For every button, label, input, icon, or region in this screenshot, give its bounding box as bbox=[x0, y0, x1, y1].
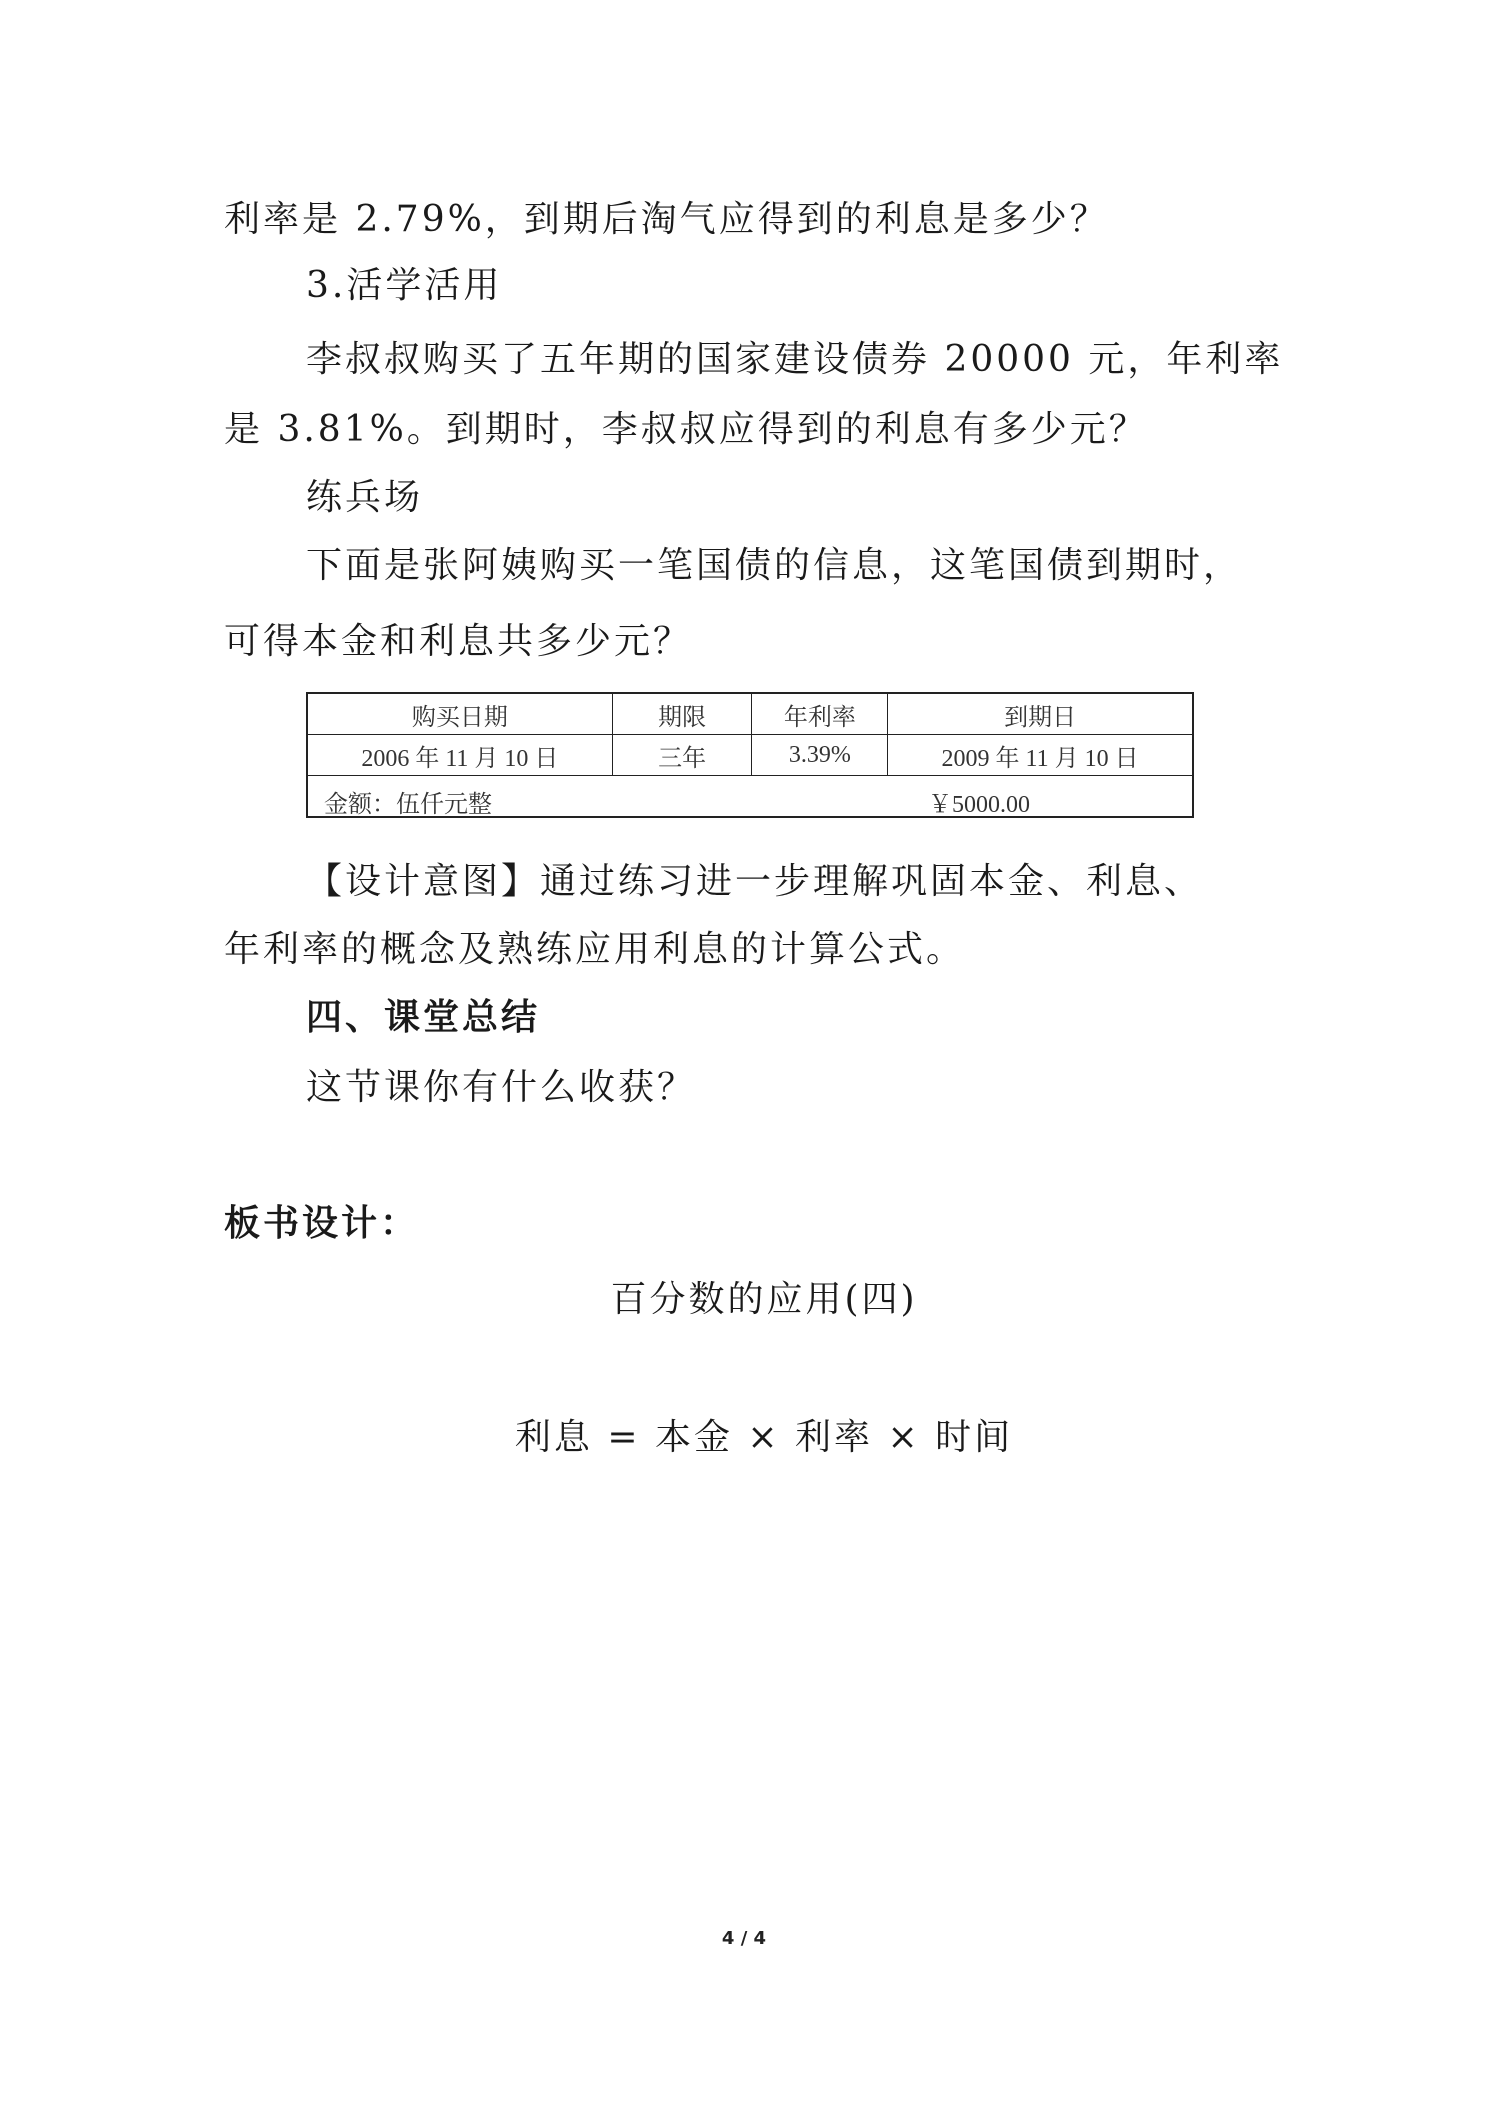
design-intent-line1: 【设计意图】通过练习进一步理解巩固本金、利息、 bbox=[306, 861, 1204, 902]
amount-value: ￥5000.00 bbox=[928, 792, 1030, 818]
paragraph-interest-question: 利率是 2.79%，到期后淘气应得到的利息是多少？ bbox=[224, 199, 1109, 240]
amount-cell bbox=[307, 776, 1193, 818]
section-heading-summary: 四、课堂总结 bbox=[306, 997, 541, 1038]
cell-purchase-date: 2006 年 11 月 10 日 bbox=[307, 735, 612, 776]
paragraph-practice-line2: 可得本金和利息共多少元？ bbox=[224, 621, 693, 662]
section-heading-board: 板书设计： bbox=[224, 1203, 420, 1244]
board-formula: 利息 = 本金 × 利率 × 时间 bbox=[514, 1417, 1014, 1458]
page-number: 4 / 4 bbox=[721, 1928, 767, 1949]
header-maturity-date: 到期日 bbox=[888, 693, 1193, 735]
table-row bbox=[307, 735, 1193, 776]
paragraph-summary-question: 这节课你有什么收获？ bbox=[306, 1067, 697, 1108]
cell-term: 三年 bbox=[612, 735, 752, 776]
table-amount-row bbox=[307, 776, 1193, 818]
cell-annual-rate: 3.39% bbox=[752, 735, 888, 776]
header-purchase-date: 购买日期 bbox=[307, 693, 612, 735]
paragraph-practice-line1: 下面是张阿姨购买一笔国债的信息，这笔国债到期时， bbox=[306, 545, 1243, 586]
cell-maturity-date: 2009 年 11 月 10 日 bbox=[888, 735, 1193, 776]
design-intent-line2: 年利率的概念及熟练应用利息的计算公式。 bbox=[224, 929, 966, 970]
header-annual-rate: 年利率 bbox=[752, 693, 888, 735]
amount-label: 金额：伍仟元整 bbox=[324, 792, 492, 818]
board-title: 百分数的应用(四) bbox=[610, 1279, 918, 1320]
bond-info-table bbox=[306, 692, 1194, 818]
paragraph-bond-problem-line1: 李叔叔购买了五年期的国家建设债券 20000 元，年利率 bbox=[306, 339, 1284, 380]
section-heading-apply: 3.活学活用 bbox=[306, 265, 503, 306]
paragraph-bond-problem-line2: 是 3.81%。到期时，李叔叔应得到的利息有多少元？ bbox=[224, 409, 1148, 450]
header-term: 期限 bbox=[612, 693, 752, 735]
table-header-row bbox=[307, 693, 1193, 735]
section-heading-practice: 练兵场 bbox=[306, 477, 424, 518]
